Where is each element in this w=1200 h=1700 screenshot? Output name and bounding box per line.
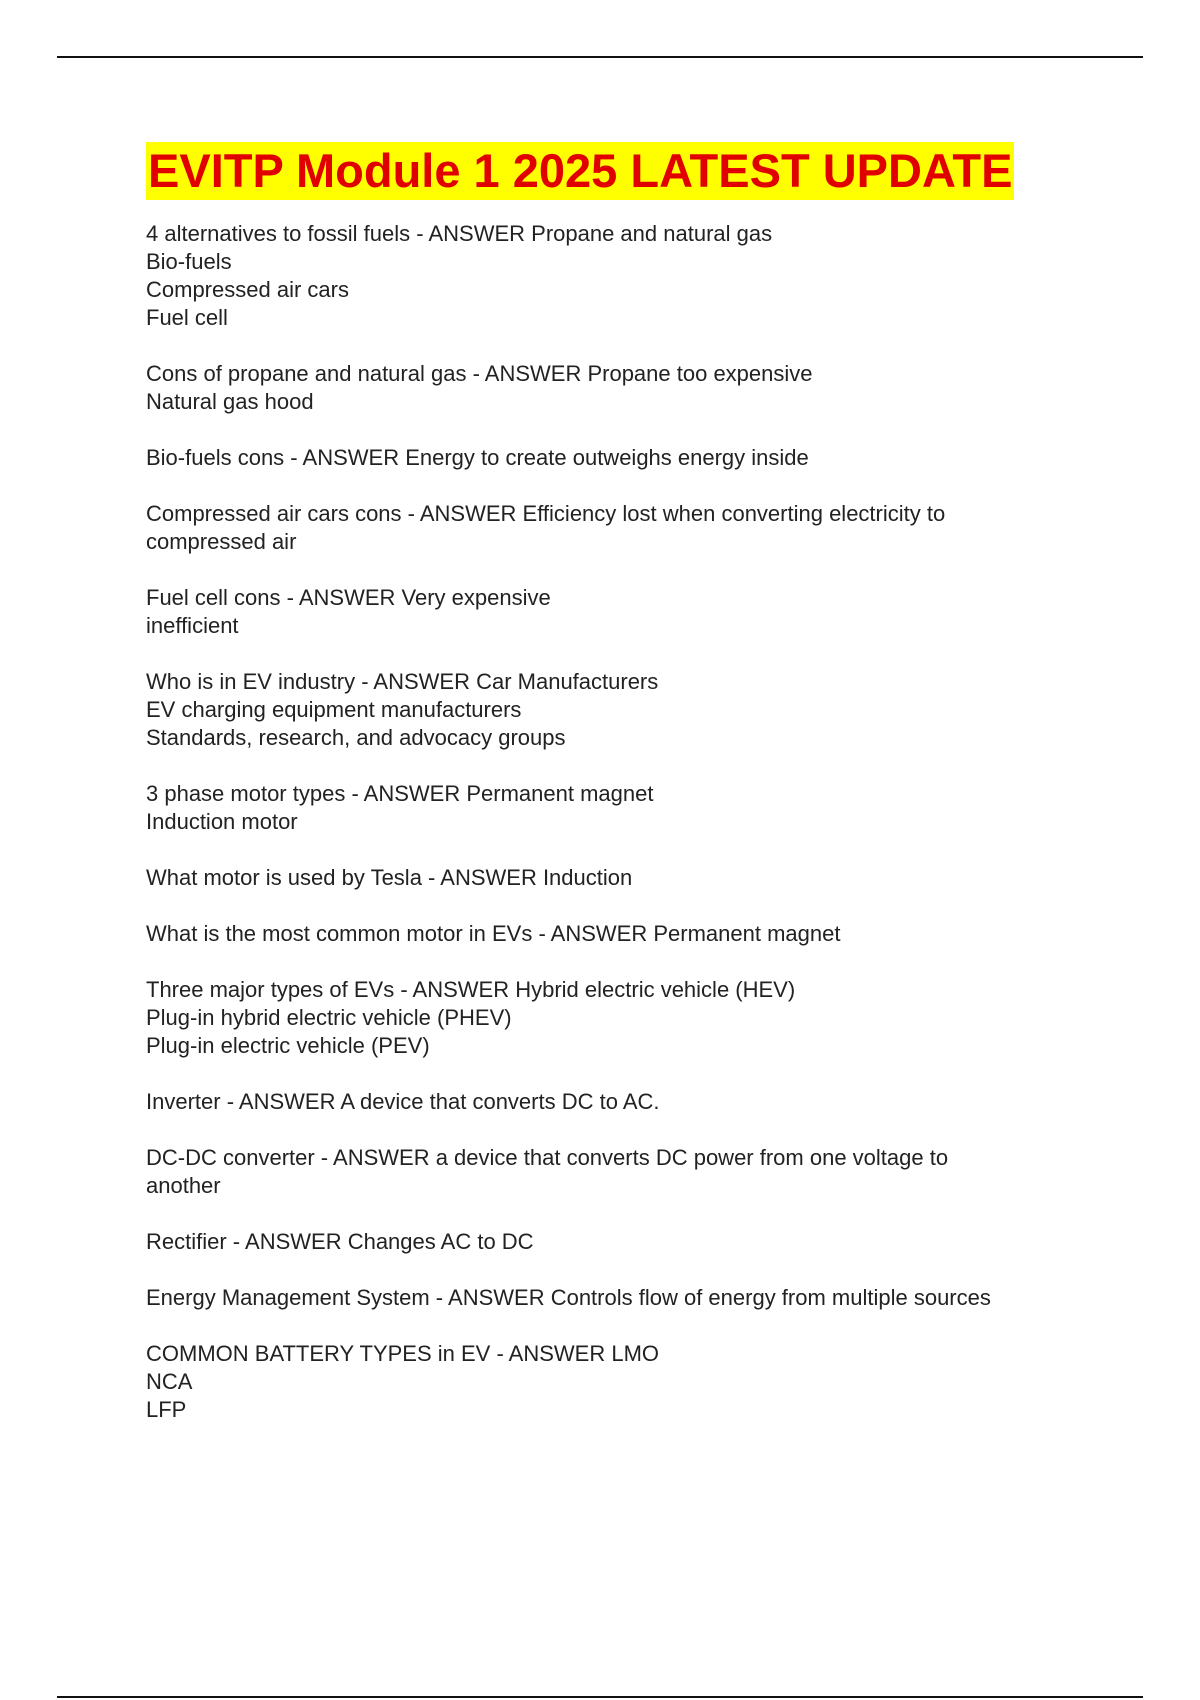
qa-question-answer: What is the most common motor in EVs - ANSWER Permanent magnet <box>146 921 841 946</box>
qa-question-answer: Cons of propane and natural gas - ANSWER Propane too expensive <box>146 361 813 386</box>
qa-answer-line: Bio-fuels <box>146 249 232 274</box>
qa-question-answer: What motor is used by Tesla - ANSWER Induction <box>146 865 633 890</box>
top-rule <box>57 56 1143 58</box>
qa-answer-line: Plug-in electric vehicle (PEV) <box>146 1033 430 1058</box>
qa-entry <box>146 780 1106 836</box>
qa-entry <box>146 668 1106 752</box>
qa-entry <box>146 976 1106 1060</box>
document-body <box>146 142 1106 1452</box>
qa-entry <box>146 444 1106 472</box>
qa-entry <box>146 1340 1106 1424</box>
qa-answer-line: LFP <box>146 1397 187 1422</box>
qa-answer-line: EV charging equipment manufacturers <box>146 697 522 722</box>
qa-answer-line: compressed air <box>146 529 297 554</box>
qa-answer-line: Induction motor <box>146 809 298 834</box>
qa-answer-line: NCA <box>146 1369 193 1394</box>
qa-question-answer: Three major types of EVs - ANSWER Hybrid electric vehicle (HEV) <box>146 977 796 1002</box>
qa-question-answer: Rectifier - ANSWER Changes AC to DC <box>146 1229 534 1254</box>
qa-answer-line: another <box>146 1173 221 1198</box>
qa-question-answer: Inverter - ANSWER A device that converts DC to AC. <box>146 1089 660 1114</box>
qa-question-answer: DC-DC converter - ANSWER a device that converts DC power from one voltage to <box>146 1145 949 1170</box>
qa-entry <box>146 1144 1106 1200</box>
qa-answer-line: Natural gas hood <box>146 389 314 414</box>
qa-answer-line: Standards, research, and advocacy groups <box>146 725 566 750</box>
qa-entry <box>146 1228 1106 1256</box>
qa-question-answer: Bio-fuels cons - ANSWER Energy to create outweighs energy inside <box>146 445 809 470</box>
qa-entry <box>146 920 1106 948</box>
qa-question-answer: Energy Management System - ANSWER Controls flow of energy from multiple sources <box>146 1285 991 1310</box>
qa-question-answer: Compressed air cars cons - ANSWER Efficiency lost when converting electricity to <box>146 501 946 526</box>
qa-entry <box>146 864 1106 892</box>
qa-question-answer: COMMON BATTERY TYPES in EV - ANSWER LMO <box>146 1341 660 1366</box>
qa-entry <box>146 1088 1106 1116</box>
bottom-rule <box>57 1696 1143 1698</box>
qa-question-answer: 4 alternatives to fossil fuels - ANSWER Propane and natural gas <box>146 221 773 246</box>
qa-answer-line: inefficient <box>146 613 239 638</box>
qa-question-answer: Fuel cell cons - ANSWER Very expensive <box>146 585 551 610</box>
qa-entry <box>146 360 1106 416</box>
qa-list <box>146 220 1106 1424</box>
qa-entry <box>146 584 1106 640</box>
qa-question-answer: Who is in EV industry - ANSWER Car Manufacturers <box>146 669 659 694</box>
qa-entry <box>146 220 1106 332</box>
qa-entry <box>146 500 1106 556</box>
qa-question-answer: 3 phase motor types - ANSWER Permanent magnet <box>146 781 654 806</box>
document-title: EVITP Module 1 2025 LATEST UPDATE <box>146 142 1014 200</box>
qa-answer-line: Compressed air cars <box>146 277 349 302</box>
qa-answer-line: Fuel cell <box>146 305 228 330</box>
qa-answer-line: Plug-in hybrid electric vehicle (PHEV) <box>146 1005 512 1030</box>
qa-entry <box>146 1284 1106 1312</box>
